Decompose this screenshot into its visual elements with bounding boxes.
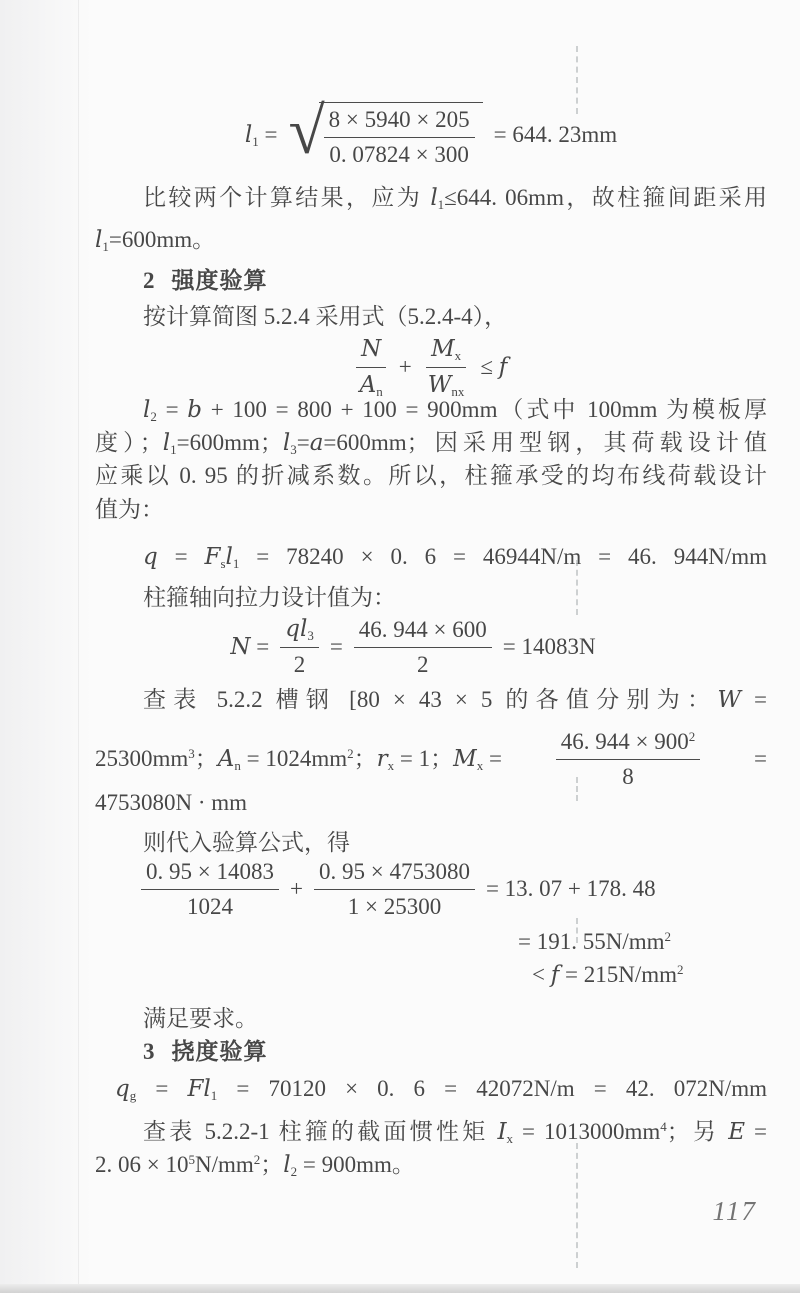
heading-number: 2 (143, 268, 155, 293)
equation-axial-force (77, 615, 749, 679)
numerator: 0. 95 × 14083 (141, 858, 279, 890)
equals-sign: = (754, 746, 767, 772)
denominator: 8 (622, 763, 634, 789)
equals-sign: = (329, 634, 343, 660)
paragraph-l2-line4: 值为： (95, 497, 164, 522)
equation-check-line2: = 191. $55N/mm^2$ (518, 929, 672, 954)
numerator: 46. 944 × 600 (354, 616, 492, 648)
heading-deflection-check (95, 1032, 767, 1072)
crease-mark (576, 918, 578, 943)
equation-check-line1 (95, 858, 767, 920)
plus-operator: + (289, 876, 303, 902)
paragraph-inertia-line1: 查表 5.2.2-1 柱箍的截面惯性矩 $I_x = 1013000mm^4$；另 E = (143, 1119, 767, 1146)
radicand (319, 102, 483, 168)
fraction (354, 616, 492, 678)
equation-lhs: $l_1$ = (244, 121, 278, 149)
denominator: 2 (417, 651, 429, 677)
denominator: $W_{nx}$ (427, 371, 465, 399)
paragraph-l2-line2: 度）；$l_1=600mm$；$l_3=a=600mm$；因采用型钢，其荷载设计值 (95, 430, 767, 457)
equation-result: = 14083N (502, 634, 596, 660)
paragraph-compare-line2: $l_1=600mm$。 (95, 227, 216, 254)
equation-result: = 644. 23mm (493, 122, 618, 148)
crease-mark (576, 777, 578, 801)
paragraph-inertia-line2: 2. $06 \times 10^5N/mm^2$；$l_2 = 900mm$。 (95, 1152, 415, 1179)
denominator: 1 × 25300 (347, 893, 442, 919)
crease-mark (576, 560, 578, 615)
equation-q-line: $q = F_sl_1 = 78240 \times 0$. 6 = 46944N/m = 46. 944N/mm (143, 544, 767, 571)
numerator: $ql_3$ (280, 615, 319, 648)
fraction (280, 615, 319, 678)
crease-mark (576, 46, 578, 114)
heading-title: 强度验算 (171, 268, 268, 293)
numerator: N (356, 335, 386, 368)
equation-result: = 13. 07 + 178. 48 (485, 876, 656, 902)
equation-rhs: ≤ f (480, 353, 508, 380)
numerator: 0. 95 × 4753080 (314, 858, 475, 890)
equation-lhs: N = (230, 633, 270, 660)
denominator: $A_n$ (359, 371, 383, 399)
radical-sign: √ (288, 94, 325, 168)
fraction (141, 858, 279, 920)
heading-number: 3 (143, 1039, 155, 1064)
equation-strength-criterion (95, 335, 767, 399)
plus-operator: + (398, 354, 412, 380)
square-root (288, 94, 482, 168)
paragraph-per-diagram: 按计算简图 5.2.4 采用式（5.2.4-4）， (143, 304, 508, 329)
equation-check-line3: < $f = 215N/mm^2$ (532, 962, 684, 988)
paragraph-compare-line1: 比较两个计算结果，应为 $l_1\le 644$. 06mm，故柱箍间距采用 (143, 185, 767, 212)
paragraph-table-lookup-line1: 查表 5.2.2 槽钢 [80 × 43 × 5 的各值分别为：W = (143, 687, 767, 713)
heading-title: 挠度验算 (171, 1039, 268, 1064)
paragraph-table-lookup-line3: 4753080N · mm (95, 790, 248, 815)
paragraph-axial: 柱箍轴向拉力设计值为： (143, 585, 396, 610)
paragraph-satisfied: 满足要求。 (143, 1006, 258, 1031)
paragraph-table-lookup-line2 (95, 728, 767, 790)
denominator: 0. 07824 × 300 (329, 141, 469, 167)
paragraph-l2-line1: $l_2 = b + 100 = 800 + 100 = 900mm$（式中 100mm 为模板厚 (143, 397, 767, 424)
page-bottom-edge (0, 1284, 800, 1293)
denominator: 1024 (186, 893, 233, 919)
numerator: 46. $944 \times 900^2$ (556, 728, 700, 760)
paragraph-substitute: 则代入验算公式，得 (143, 830, 350, 855)
paragraph-l2-line3: 应乘以 0. 95 的折减系数。所以，柱箍承受的均布线荷载设计 (95, 463, 767, 488)
values-text: $25300mm^3$；$A_n = 1024mm^2$；$r_x = 1$；$M_x$ = (95, 745, 502, 773)
equation-qg-line: $q_g = Fl_1 = 70120 \times 0$. 6 = 42072N/m = 42. 072N/mm (115, 1076, 767, 1103)
heading-strength-check (95, 261, 767, 301)
numerator: $M_x$ (426, 335, 466, 368)
crease-mark (576, 1143, 578, 1268)
denominator: 2 (293, 652, 306, 677)
page-number: 117 (712, 1196, 757, 1226)
fraction (314, 858, 475, 920)
fraction (324, 106, 475, 168)
numerator: 8 × 5940 × 205 (324, 106, 475, 138)
equation-l1-spacing (95, 95, 767, 175)
